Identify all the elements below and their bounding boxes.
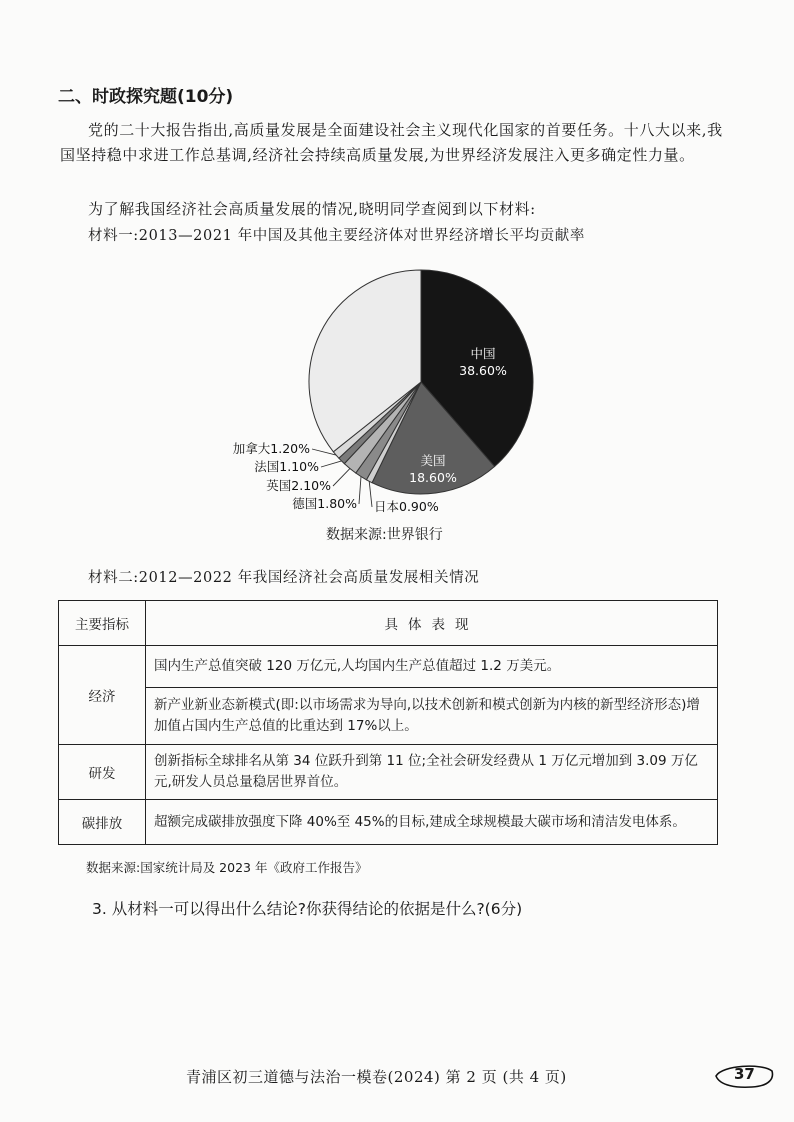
table-row (59, 688, 718, 745)
table-row (59, 800, 718, 845)
pie-label: 法国1.10% (254, 459, 319, 474)
pie-label-value: 18.60% (409, 470, 457, 485)
table-row (59, 745, 718, 800)
table-row (59, 646, 718, 688)
pie-label: 英国2.10% (266, 478, 331, 493)
table-cell: 超额完成碳排放强度下降 40%至 45%的目标,建成全球规模最大碳市场和清洁发电体系。 (146, 800, 718, 845)
table-source: 数据来源:国家统计局及 2023 年《政府工作报告》 (86, 860, 368, 875)
intro-paragraph: 党的二十大报告指出,高质量发展是全面建设社会主义现代化国家的首要任务。十八大以来,我国坚持稳中求进工作总基调,经济社会持续高质量发展,为世界经济发展注入更多确定性力量。 (60, 121, 723, 164)
material2-caption: 材料二:2012—2022 年我国经济社会高质量发展相关情况 (88, 570, 480, 586)
pie-label: 加拿大1.20% (232, 441, 310, 456)
pie-leader-line (333, 469, 350, 486)
table-cell: 新产业新业态新模式(即:以市场需求为导向,以技术创新和模式创新为内核的新型经济形态)增加值占国内生产总值的比重达到 17%以上。 (146, 688, 718, 745)
header-details: 具体表现 (146, 601, 718, 646)
page-number-badge (712, 1062, 776, 1090)
table-cell: 创新指标全球排名从第 34 位跃升到第 11 位;全社会研发经费从 1 万亿元增加到 3.09 万亿元,研发人员总量稳居世界首位。 (146, 745, 718, 800)
section-title: 二、时政探究题(10分) (58, 87, 234, 107)
question-3: 3. 从材料一可以得出什么结论?你获得结论的依据是什么?(6分) (92, 900, 523, 918)
pie-chart (0, 0, 794, 560)
material1-caption: 材料一:2013—2021 年中国及其他主要经济体对世界经济增长平均贡献率 (88, 228, 585, 244)
pie-label-name: 中国 (470, 346, 496, 361)
header-indicator: 主要指标 (59, 601, 146, 646)
development-table (58, 600, 718, 845)
table-cell: 国内生产总值突破 120 万亿元,人均国内生产总值超过 1.2 万美元。 (146, 646, 718, 688)
page-number: 37 (734, 1065, 755, 1083)
row-category-economy: 经济 (59, 646, 146, 745)
chart-source: 数据来源:世界银行 (326, 527, 443, 543)
pie-label: 日本0.90% (374, 499, 439, 514)
pie-leader-line (359, 477, 361, 504)
pie-label: 德国1.80% (292, 496, 357, 511)
research-paragraph: 为了解我国经济社会高质量发展的情况,晓明同学查阅到以下材料: (88, 200, 536, 218)
pie-label-value: 38.60% (459, 363, 507, 378)
pie-leader-line (321, 461, 342, 467)
pie-label-name: 美国 (420, 453, 446, 468)
pie-leader-line (369, 481, 372, 507)
table-header-row (59, 601, 718, 646)
page-footer: 青浦区初三道德与法治一模卷(2024) 第 2 页 (共 4 页) (186, 1068, 567, 1086)
row-category-rd: 研发 (59, 745, 146, 800)
row-category-carbon: 碳排放 (59, 800, 146, 845)
